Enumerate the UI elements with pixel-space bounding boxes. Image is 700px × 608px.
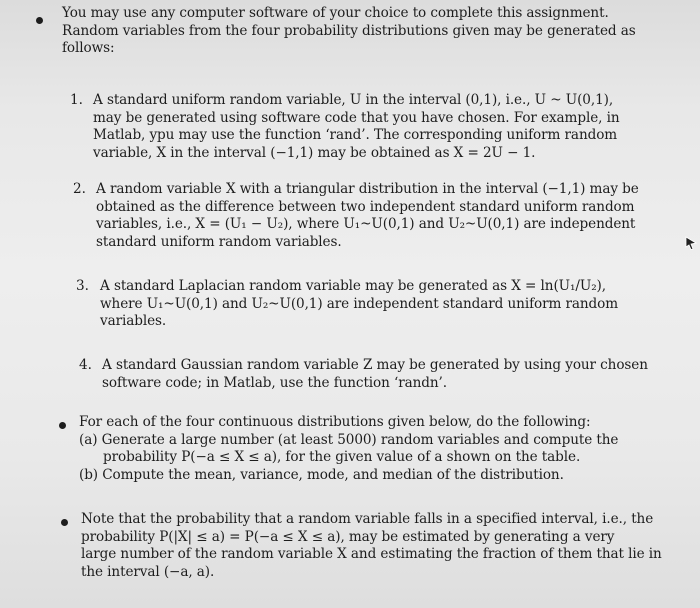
item-line: software code; in Matlab, use the function ‘randn’.	[102, 374, 447, 391]
intro-line: follows:	[62, 40, 115, 56]
item-line: variables.	[100, 313, 167, 329]
item-line: Matlab, ypu may use the function ‘rand’. The corresponding uniform random	[93, 127, 618, 143]
bullet-dot	[36, 17, 43, 24]
item-number: 1.	[70, 92, 83, 108]
note-line: the interval (−a, a).	[81, 563, 215, 580]
item-line: where U₁~U(0,1) and U₂~U(0,1) are independent standard uniform random	[100, 295, 619, 312]
tasks-line: probability P(−a ≤ X ≤ a), for the given value of a shown on the table.	[103, 449, 581, 465]
tasks-paragraph	[79, 414, 618, 484]
tasks-line: For each of the four continuous distributions given below, do the following:	[79, 414, 591, 430]
item-uniform	[93, 92, 619, 162]
item-number: 2.	[73, 181, 86, 197]
item-line: obtained as the difference between two independent standard uniform random	[96, 198, 635, 215]
item-line: variables, i.e., X = (U₁ − U₂), where U₁~U(0,1) and U₂~U(0,1) are independent	[96, 216, 636, 232]
item-number: 4.	[79, 357, 92, 373]
intro-line: Random variables from the four probability distributions given may be generated as	[62, 22, 636, 39]
item-line: A standard Laplacian random variable may be generated as X = ln(U₁/U₂),	[100, 278, 606, 294]
note-paragraph	[81, 511, 662, 581]
note-line: Note that the probability that a random variable falls in a specified interval, i.e., the	[81, 511, 654, 527]
note-line: probability P(|X| ≤ a) = P(−a ≤ X ≤ a), may be estimated by generating a very	[81, 528, 615, 545]
item-line: A standard Gaussian random variable Z may be generated by using your chosen	[102, 357, 648, 373]
intro-paragraph	[62, 5, 636, 58]
item-gaussian	[102, 357, 648, 392]
item-laplacian	[100, 278, 618, 331]
bullet-dot	[61, 519, 68, 526]
item-number: 3.	[76, 278, 89, 294]
tasks-line: (b) Compute the mean, variance, mode, and median of the distribution.	[79, 466, 564, 483]
cursor-arrow-icon	[685, 236, 697, 250]
item-line: A standard uniform random variable, U in the interval (0,1), i.e., U ~ U(0,1),	[93, 92, 614, 108]
item-line: standard uniform random variables.	[96, 233, 342, 250]
intro-line: You may use any computer software of your choice to complete this assignment.	[62, 5, 609, 21]
item-line: may be generated using software code that you have chosen. For example, in	[93, 109, 620, 126]
item-line: variable, X in the interval (−1,1) may be obtained as X = 2U − 1.	[93, 144, 536, 161]
item-triangular	[96, 181, 639, 251]
bullet-dot	[59, 422, 66, 429]
note-line: large number of the random variable X and estimating the fraction of them that lie in	[81, 546, 662, 562]
item-line: A random variable X with a triangular distribution in the interval (−1,1) may be	[96, 181, 639, 197]
tasks-line: (a) Generate a large number (at least 5000) random variables and compute the	[79, 431, 619, 448]
